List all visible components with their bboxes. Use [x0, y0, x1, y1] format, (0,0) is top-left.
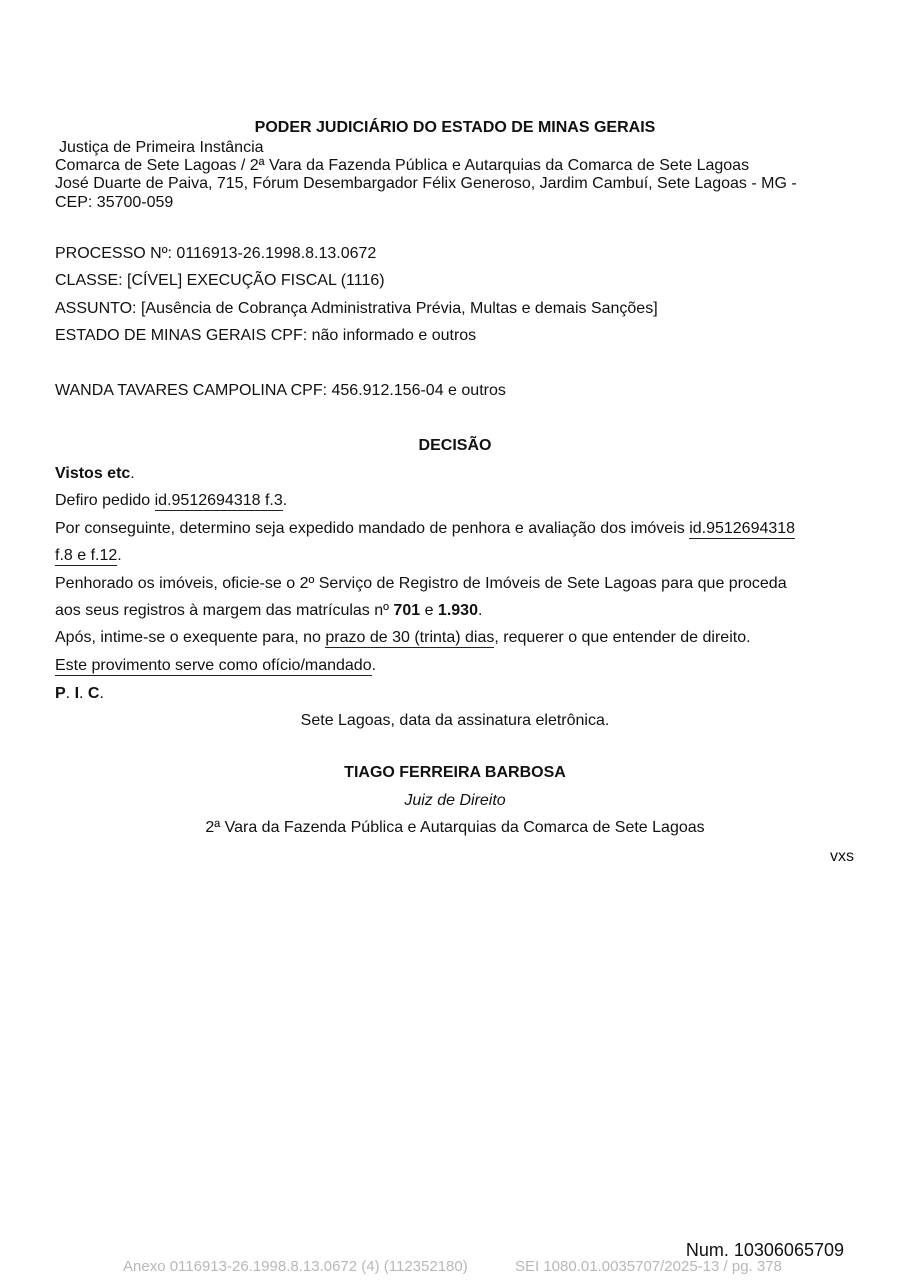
intimacao-text: Após, intime-se o exequente para, no — [55, 629, 326, 646]
comarca-line: Comarca de Sete Lagoas / 2ª Vara da Fazenda Pública e Autarquias da Comarca de Sete Lagoas — [55, 157, 750, 174]
judge-name: TIAGO FERREIRA BARBOSA — [344, 764, 566, 781]
judge-role: Juiz de Direito — [404, 792, 506, 809]
provimento-link[interactable]: Este provimento serve como ofício/mandado — [55, 657, 372, 674]
document-number: Num. 10306065709 — [685, 1240, 844, 1260]
pic-p: P — [55, 685, 66, 702]
registro-conjunction: e — [420, 602, 438, 619]
case-plaintiff: ESTADO DE MINAS GERAIS CPF: não informado e outros — [55, 327, 477, 344]
vistos-text: Vistos etc — [55, 465, 131, 482]
registro-text: aos seus registros à margem das matrículas nº — [55, 602, 394, 619]
case-subject: ASSUNTO: [Ausência de Cobrança Administrativa Prévia, Multas e demais Sanções] — [55, 300, 658, 317]
document-link-f8-f12[interactable]: f.8 e f.12 — [55, 547, 118, 564]
pic-c: C — [87, 685, 100, 702]
paragraph-registro-line-1: Penhorado os imóveis, oficie-se o 2º Serviço de Registro de Imóveis de Sete Lagoas para que proceda — [55, 575, 787, 592]
paragraph-provimento: Este provimento serve como ofício/mandado. — [55, 657, 377, 674]
paragraph-registro-line-2: aos seus registros à margem das matrículas nº 701 e 1.930. — [55, 602, 483, 619]
paragraph-defiro: Defiro pedido id.9512694318 f.3. — [55, 492, 288, 509]
matricula-701: 701 — [393, 602, 421, 619]
instance-line: Justiça de Primeira Instância — [59, 139, 264, 156]
address-line-1: José Duarte de Paiva, 715, Fórum Desembargador Félix Generoso, Jardim Cambuí, Sete Lagoas - MG - — [55, 175, 797, 192]
document-link-f3[interactable]: id.9512694318 f.3 — [154, 492, 283, 509]
pic-line: P. I. C. — [55, 685, 104, 702]
case-number: PROCESSO Nº: 0116913-26.1998.8.13.0672 — [55, 245, 377, 262]
address-line-2: CEP: 35700-059 — [55, 194, 174, 211]
case-class: CLASSE: [CÍVEL] EXECUÇÃO FISCAL (1116) — [55, 272, 385, 289]
clerk-initials: vxs — [830, 848, 854, 865]
penhora-text: Por conseguinte, determino seja expedido mandado de penhora e avaliação dos imóveis — [55, 520, 690, 537]
court-heading: PODER JUDICIÁRIO DO ESTADO DE MINAS GERAIS — [254, 119, 656, 136]
paragraph-intimacao — [55, 629, 751, 647]
paragraph-penhora-line-1 — [55, 520, 795, 538]
pic-i: I — [74, 685, 80, 702]
annex-reference: Anexo 0116913-26.1998.8.13.0672 (4) (112352180) — [123, 1258, 468, 1275]
case-defendant: WANDA TAVARES CAMPOLINA CPF: 456.912.156-04 e outros — [55, 382, 506, 399]
decision-title: DECISÃO — [418, 437, 492, 454]
document-link-id[interactable]: id.9512694318 — [689, 520, 796, 537]
deadline-link[interactable]: prazo de 30 (trinta) dias — [325, 629, 495, 646]
paragraph-penhora-line-2: f.8 e f.12. — [55, 547, 122, 564]
intimacao-tail: , requerer o que entender de direito. — [494, 629, 751, 646]
place-date: Sete Lagoas, data da assinatura eletrônica. — [300, 712, 610, 729]
vistos-line: Vistos etc. — [55, 465, 135, 482]
sei-reference: SEI 1080.01.0035707/2025-13 / pg. 378 — [515, 1258, 782, 1275]
judge-court: 2ª Vara da Fazenda Pública e Autarquias da Comarca de Sete Lagoas — [205, 819, 705, 836]
defiro-text: Defiro pedido — [55, 492, 155, 509]
matricula-1930: 1.930 — [437, 602, 478, 619]
